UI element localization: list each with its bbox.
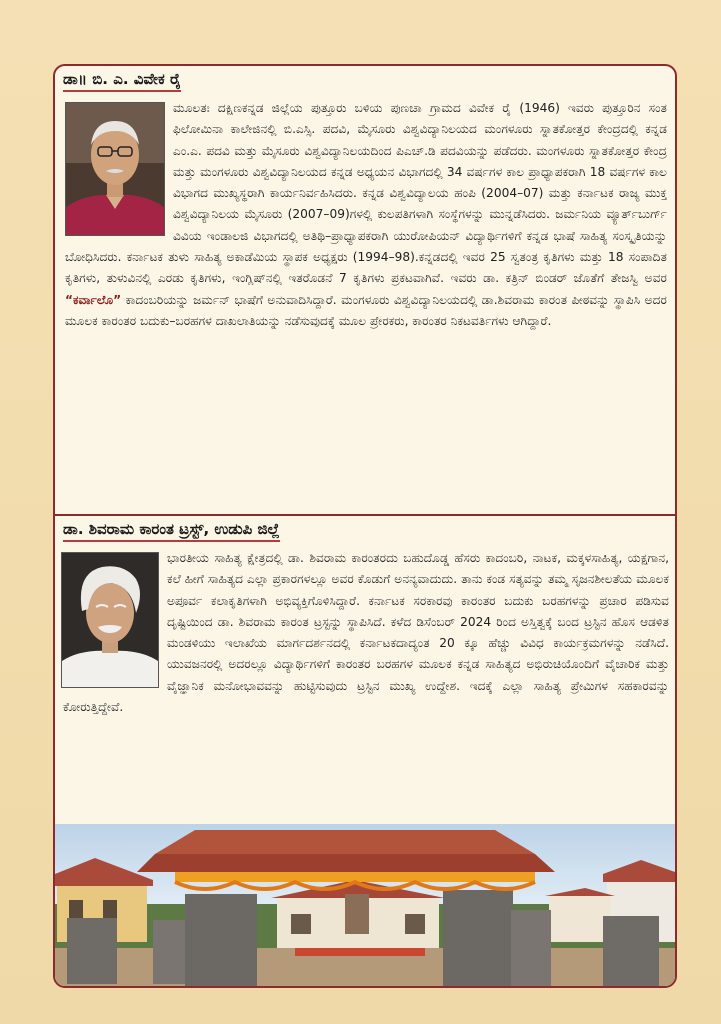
trust-heading: ಡಾ. ಶಿವರಾಮ ಕಾರಂತ ಟ್ರಸ್ಟ್, ಉಡುಪಿ ಜಿಲ್ಲೆ [63,520,280,542]
photo-spacer [63,548,167,680]
karvalo-title: “ಕರ್ವಾಲೊ” [65,292,122,307]
profile-paragraph-start: ಮೂಲತಃ ದಕ್ಷಿಣಕನ್ನಡ ಜಿಲ್ಲೆಯ ಪುತ್ತೂರು ಬಳಿಯ ಪುಣಚಾ ಗ್ರಾಮದ ವಿವೇಕ ರೈ (1946) ಇವರು ಪುತ್ತೂರಿನ ಸಂತ ಫಿಲೋಮಿನಾ ಕಾಲೇಜಿನಲ್ಲಿ ಬಿ.ಎಸ್ಸಿ. ಪದವಿ, ಮೈಸೂರು ವಿಶ್ವವಿದ್ಯಾನಿಲಯದ ಮಂಗಳೂರು ಸ್ನಾತಕೋತ್ತರ ಕೇಂದ್ರದಲ್ಲಿ ಕನ್ನಡ ಎಂ.ಎ. ಪದವಿ ಮತ್ತು ಮೈಸೂರು ವಿಶ್ವವಿದ್ಯಾನಿಲಯದಿಂದ ಪಿಎಚ್.ಡಿ ಪದವಿಯನ್ನು ಪಡೆದರು. ಮಂಗಳೂರು ಸ್ನಾತಕೋತ್ತರ ಕೇಂದ್ರ ಮತ್ತು ಮಂಗಳೂರು ವಿಶ್ವವಿದ್ಯಾನಿಲಯದ ಕನ್ನಡ ಅಧ್ಯಯನ ವಿಭಾಗದಲ್ಲಿ 34 ವರ್ಷಗಳ ಕಾಲ ಪ್ರಾಧ್ಯಾಪಕರಾಗಿ 18 ವರ್ಷಗಳ ಕಾಲ ವಿಭಾಗದ ಮುಖ್ಯಸ್ಥರಾಗಿ ಕಾರ್ಯನಿರ್ವಹಿಸಿದರು. ಕನ್ನಡ ವಿಶ್ವವಿದ್ಯಾಲಯ ಹಂಪಿ (2004–07) ಮತ್ತು ಕರ್ನಾಟಕ ರಾಜ್ಯ ಮುಕ್ತ ವಿಶ್ವವಿದ್ಯಾನಿಲಯ ಮೈಸೂರು (2007–09)ಗಳಲ್ಲಿ ಕುಲಪತಿಗಳಾಗಿ ಸಂಸ್ಥೆಗಳನ್ನು ಮುನ್ನಡೆಸಿದರು. ಜರ್ಮನಿಯ ವ್ಯೂರ್ತ್‌ಬುರ್ಗ್ ವಿವಿಯ ಇಂಡಾಲಜಿ ವಿಭಾಗದಲ್ಲಿ ಅತಿಥಿ–ಪ್ರಾಧ್ಯಾಪಕರಾಗಿ ಯುರೋಪಿಯನ್ ವಿದ್ಯಾರ್ಥಿಗಳಿಗೆ ಕನ್ನಡ ಭಾಷೆ ಸಾಹಿತ್ಯ ಸಂಸ್ಕೃತಿಯನ್ನು ಬೋಧಿಸಿದರು. ಕರ್ನಾಟಕ ತುಳು ಸಾಹಿತ್ಯ ಅಕಾಡೆಮಿಯ ಸ್ಥಾಪಕ ಅಧ್ಯಕ್ಷರು (1994–98).ಕನ್ನಡದಲ್ಲಿ ಇವರ 25 ಸ್ವತಂತ್ರ ಕೃತಿಗಳು ಮತ್ತು 18 ಸಂಪಾದಿತ ಕೃತಿಗಳು, ತುಳುವಿನಲ್ಲಿ ಎರಡು ಕೃತಿಗಳು, ಇಂಗ್ಲಿಷ್‌ನಲ್ಲಿ ಇತರೊಡನೆ 7 ಕೃತಿಗಳು ಪ್ರಕಟವಾಗಿವೆ. ಇವರು ಡಾ. ಕತ್ರಿನ್ ಬಿಂಡರ್ ಜೊತೆಗೆ ತೇಜಸ್ವಿ ಅವರ [65,101,667,286]
trust-building-photo [55,824,675,986]
profile-paragraph-end: ಕಾದಂಬರಿಯನ್ನು ಜರ್ಮನ್ ಭಾಷೆಗೆ ಅನುವಾದಿಸಿದ್ದಾರೆ. ಮಂಗಳೂರು ವಿಶ್ವವಿದ್ಯಾನಿಲಯದಲ್ಲಿ ಡಾ.ಶಿವರಾಮ ಕಾರಂತ ಪೀಠವನ್ನು ಸ್ಥಾಪಿಸಿ ಅದರ ಮೂಲಕ ಕಾರಂತರ ಬದುಕು–ಬರಹಗಳ ದಾಖಲಾತಿಯನ್ನು ನಡೆಸುವುದಕ್ಕೆ ಮೂಲ ಪ್ರೇರಕರು, ಕಾರಂತರ ನಿಕಟವರ್ತಿಗಳು ಆಗಿದ್ದಾರೆ. [65,292,667,328]
profile-heading: ಡಾ॥ ಬಿ. ಎ. ವಿವೇಕ ರೈ [63,70,181,92]
trust-paragraph: ಭಾರತೀಯ ಸಾಹಿತ್ಯ ಕ್ಷೇತ್ರದಲ್ಲಿ ಡಾ. ಶಿವರಾಮ ಕಾರಂತರದು ಬಹುದೊಡ್ಡ ಹೆಸರು ಕಾದಂಬರಿ, ನಾಟಕ, ಮಕ್ಕಳಸಾಹಿತ್ಯ, ಯಕ್ಷಗಾನ, ಕಲೆ ಹೀಗೆ ಸಾಹಿತ್ಯದ ಎಲ್ಲಾ ಪ್ರಕಾರಗಳಲ್ಲೂ ಅವರ ಕೊಡುಗೆ ಅನನ್ಯವಾದುದು. ತಾನು ಕಂಡ ಸತ್ಯವನ್ನು ತಮ್ಮ ಸೃಜನಶೀಲತೆಯ ಮೂಲಕ ಅಪೂರ್ವ ಕಲಾಕೃತಿಗಳಾಗಿ ಅಭಿವ್ಯಕ್ತಿಗೊಳಿಸಿದ್ದಾರೆ. ಕರ್ನಾಟಕ ಸರಕಾರವು ಕಾರಂತರ ಬದುಕು ಬರಹಗಳನ್ನು ಪ್ರಚಾರ ಪಡಿಸುವ ದೃಷ್ಟಿಯಿಂದ ಡಾ. ಶಿವರಾಮ ಕಾರಂತ ಟ್ರಸ್ಟನ್ನು ಸ್ಥಾಪಿಸಿದೆ. ಕಳೆದ ಡಿಸೆಂಬರ್ 2024 ರಿಂದ ಅಸ್ತಿತ್ವಕ್ಕೆ ಬಂದ ಟ್ರಸ್ಟಿನ ಹೊಸ ಆಡಳಿತ ಮಂಡಳಿಯು ಇಲಾಖೆಯ ಮಾರ್ಗದರ್ಶನದಲ್ಲಿ ಕರ್ನಾಟಕದಾದ್ಯಂತ 20 ಕ್ಕೂ ಹೆಚ್ಚು ವಿವಿಧ ಕಾರ್ಯಕ್ರಮಗಳನ್ನು ನಡೆಸಿದೆ. ಯುವಜನರಲ್ಲಿ ಅದರಲ್ಲೂ ವಿದ್ಯಾರ್ಥಿಗಳಿಗೆ ಕಾರಂತರ ಬರಹಗಳ ಮೂಲಕ ಕನ್ನಡ ಸಾಹಿತ್ಯದ ಅಭಿರುಚಿಯೊಂದಿಗೆ ವೈಚಾರಿಕ ಮತ್ತು ವೈಜ್ಞಾನಿಕ ಮನೋಭಾವವನ್ನು ಹುಟ್ಟಿಸುವುದು ಟ್ರಸ್ಟಿನ ಮುಖ್ಯ ಉದ್ದೇಶ. ಇದಕ್ಕೆ ಎಲ್ಲಾ ಸಾಹಿತ್ಯ ಪ್ರೇಮಿಗಳ ಸಹಕಾರವನ್ನು ಕೋರುತ್ತಿದ್ದೇವೆ. [63,551,669,715]
photo-spacer [65,98,173,228]
content-frame [53,64,677,988]
profile-text [65,98,667,332]
building-illustration [55,824,675,986]
trust-section [55,514,675,824]
profile-section [55,66,675,514]
trust-text [63,548,669,718]
